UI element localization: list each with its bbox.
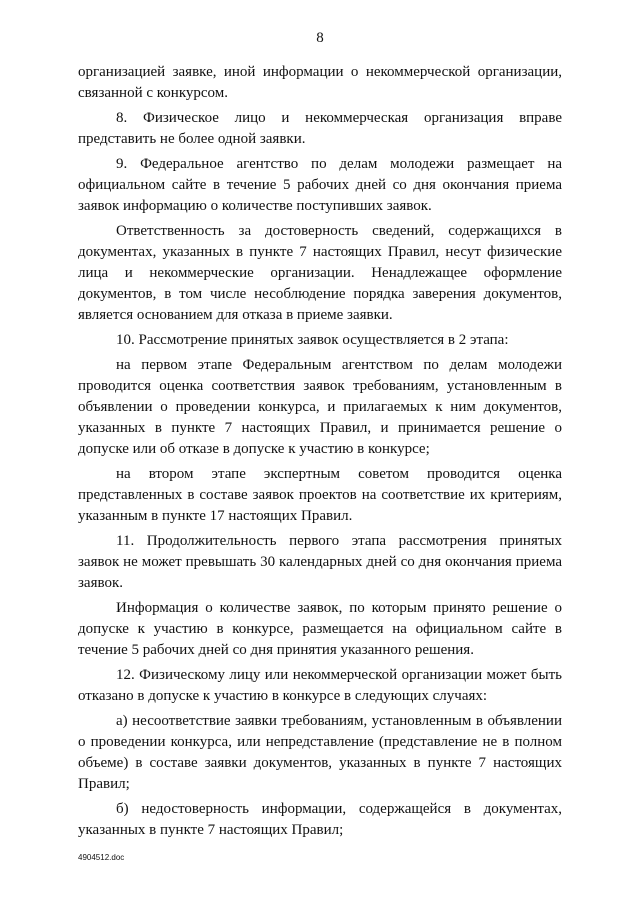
- document-body: [78, 62, 562, 845]
- paragraph-case-a: а) несоответствие заявки требованиям, установленным в объявлении о проведении конкурса, или непредставление (представление не в полном объеме) в составе заявки документов, указанных в пункте 7 настоящих Правил;: [78, 713, 562, 792]
- paragraph-responsibility: Ответственность за достоверность сведений, содержащихся в документах, указанных в пункте 7 настоящих Правил, несут физические лица и некоммерческие организации. Ненадлежащее оформление документов, в том числе несоблюдение порядка заверения документов, является основанием для отказа в приеме заявки.: [78, 223, 562, 323]
- footer-file-code: 4904512.doc: [78, 853, 125, 862]
- paragraph-stage-two: на втором этапе экспертным советом проводится оценка представленных в составе заявок проектов на соответствие их критериям, указанным в пункте 17 настоящих Правил.: [78, 466, 562, 524]
- paragraph-admission-info: Информация о количестве заявок, по которым принято решение о допуске к участию в конкурсе, размещается на официальном сайте в течение 5 рабочих дней со дня принятия указанного решения.: [78, 600, 562, 658]
- paragraph-continuation: организацией заявке, иной информации о некоммерческой организации, связанной с конкурсом.: [78, 64, 562, 101]
- paragraph-item-8: 8. Физическое лицо и некоммерческая организация вправе представить не более одной заявки.: [78, 110, 562, 147]
- page-number: 8: [316, 30, 324, 46]
- paragraph-item-12: 12. Физическому лицу или некоммерческой организации может быть отказано в допуске к участию в конкурсе в следующих случаях:: [78, 667, 562, 704]
- paragraph-item-9: 9. Федеральное агентство по делам молодежи размещает на официальном сайте в течение 5 рабочих дней со дня окончания приема заявок информацию о количестве поступивших заявок.: [78, 156, 562, 214]
- paragraph-item-11: 11. Продолжительность первого этапа рассмотрения принятых заявок не может превышать 30 календарных дней со дня окончания приема заявок.: [78, 533, 562, 591]
- paragraph-item-10: 10. Рассмотрение принятых заявок осуществляется в 2 этапа:: [116, 332, 509, 348]
- paragraph-case-b: б) недостоверность информации, содержащейся в документах, указанных в пункте 7 настоящих Правил;: [78, 801, 562, 838]
- paragraph-stage-one: на первом этапе Федеральным агентством по делам молодежи проводится оценка соответствия заявок требованиям, установленным в объявлении о проведении конкурса, и прилагаемых к ним документов, указанных в пункте 7 настоящих Правил, и принимается решение о допуске или об отказе в допуске к участию в конкурсе;: [78, 357, 562, 457]
